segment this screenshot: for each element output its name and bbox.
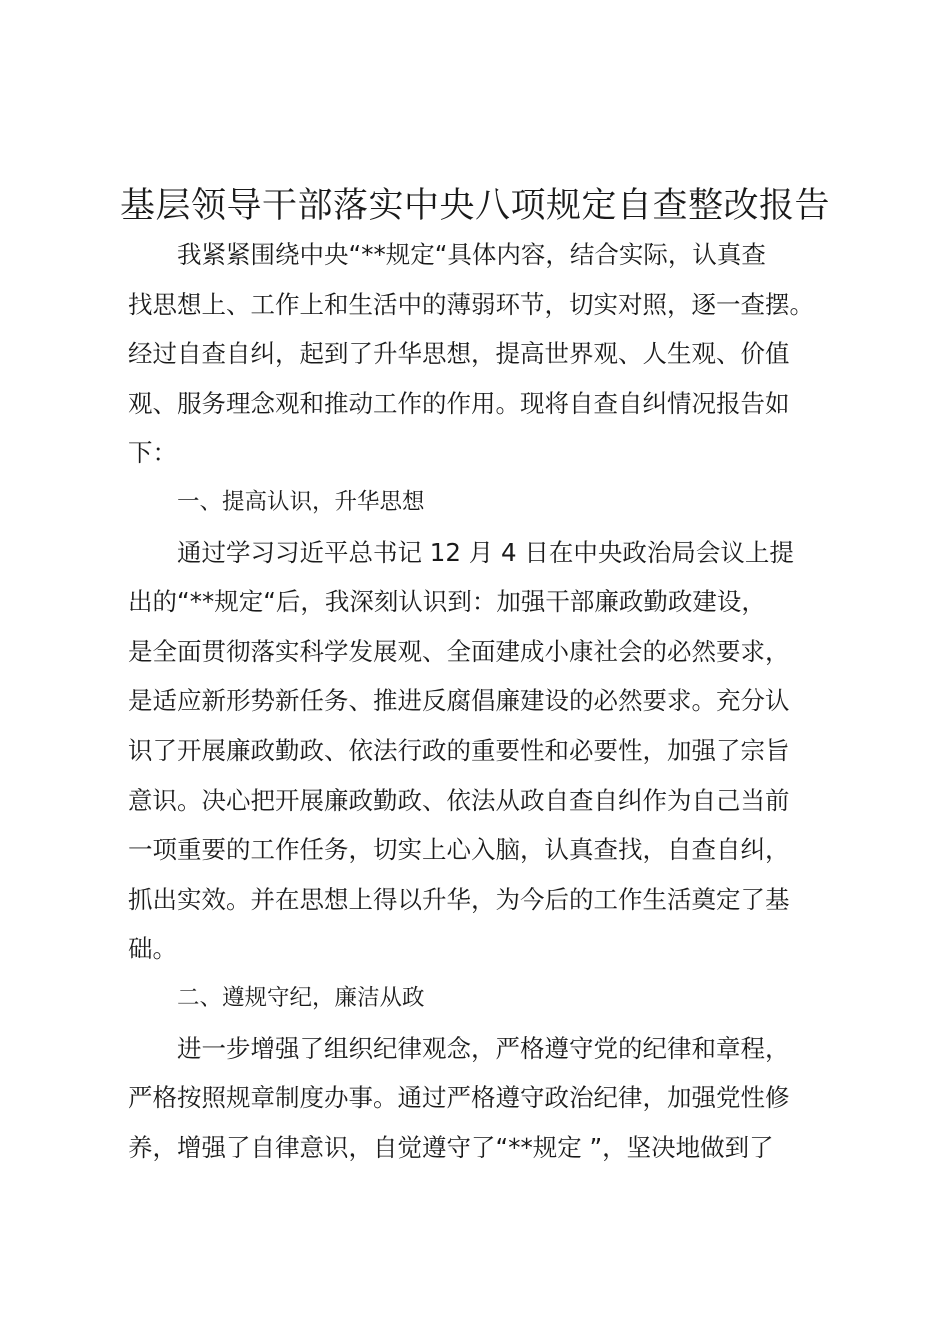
section-2-paragraph	[128, 1024, 840, 1173]
paragraph-line: 抓出实效。并在思想上得以升华，为今后的工作生活奠定了基	[128, 884, 790, 914]
paragraph-line: 础。	[128, 934, 177, 964]
intro-paragraph	[128, 230, 840, 478]
paragraph-line: 通过学习习近平总书记 12 月 4 日在中央政治局会议上提	[177, 537, 794, 567]
paragraph-line: 下：	[128, 438, 177, 468]
paragraph-line: 意识。决心把开展廉政勤政、依法从政自查自纠作为自己当前	[128, 785, 790, 815]
paragraph-line: 观、服务理念观和推动工作的作用。现将自查自纠情况报告如	[128, 388, 790, 418]
paragraph-line: 出的“**规定“后，我深刻认识到：加强干部廉政勤政建设，	[128, 587, 766, 617]
paragraph-line: 是全面贯彻落实科学发展观、全面建成小康社会的必然要求，	[128, 636, 790, 666]
paragraph-line: 我紧紧围绕中央“**规定“具体内容，结合实际，认真查	[177, 240, 766, 269]
paragraph-line: 进一步增强了组织纪律观念，严格遵守党的纪律和章程，	[177, 1033, 790, 1063]
paragraph-line: 识了开展廉政勤政、依法行政的重要性和必要性，加强了宗旨	[128, 735, 790, 765]
section-heading-2: 二、遵规守纪，廉洁从政	[177, 984, 425, 1011]
section-heading-1: 一、提高认识，升华思想	[177, 488, 425, 515]
document-title: 基层领导干部落实中央八项规定自查整改报告	[119, 186, 830, 226]
paragraph-line: 经过自查自纠，起到了升华思想，提高世界观、人生观、价值	[128, 339, 790, 369]
document-body	[128, 230, 840, 1172]
section-1-paragraph	[128, 528, 840, 974]
paragraph-line: 是适应新形势新任务、推进反腐倡廉建设的必然要求。充分认	[128, 686, 790, 716]
paragraph-line: 找思想上、工作上和生活中的薄弱环节，切实对照，逐一查摆。	[128, 289, 814, 319]
paragraph-line: 一项重要的工作任务，切实上心入脑，认真查找，自查自纠，	[128, 835, 790, 865]
paragraph-line: 严格按照规章制度办事。通过严格遵守政治纪律，加强党性修	[128, 1083, 790, 1113]
paragraph-line: 养，增强了自律意识，自觉遵守了“**规定 ”，坚决地做到了	[128, 1132, 774, 1162]
